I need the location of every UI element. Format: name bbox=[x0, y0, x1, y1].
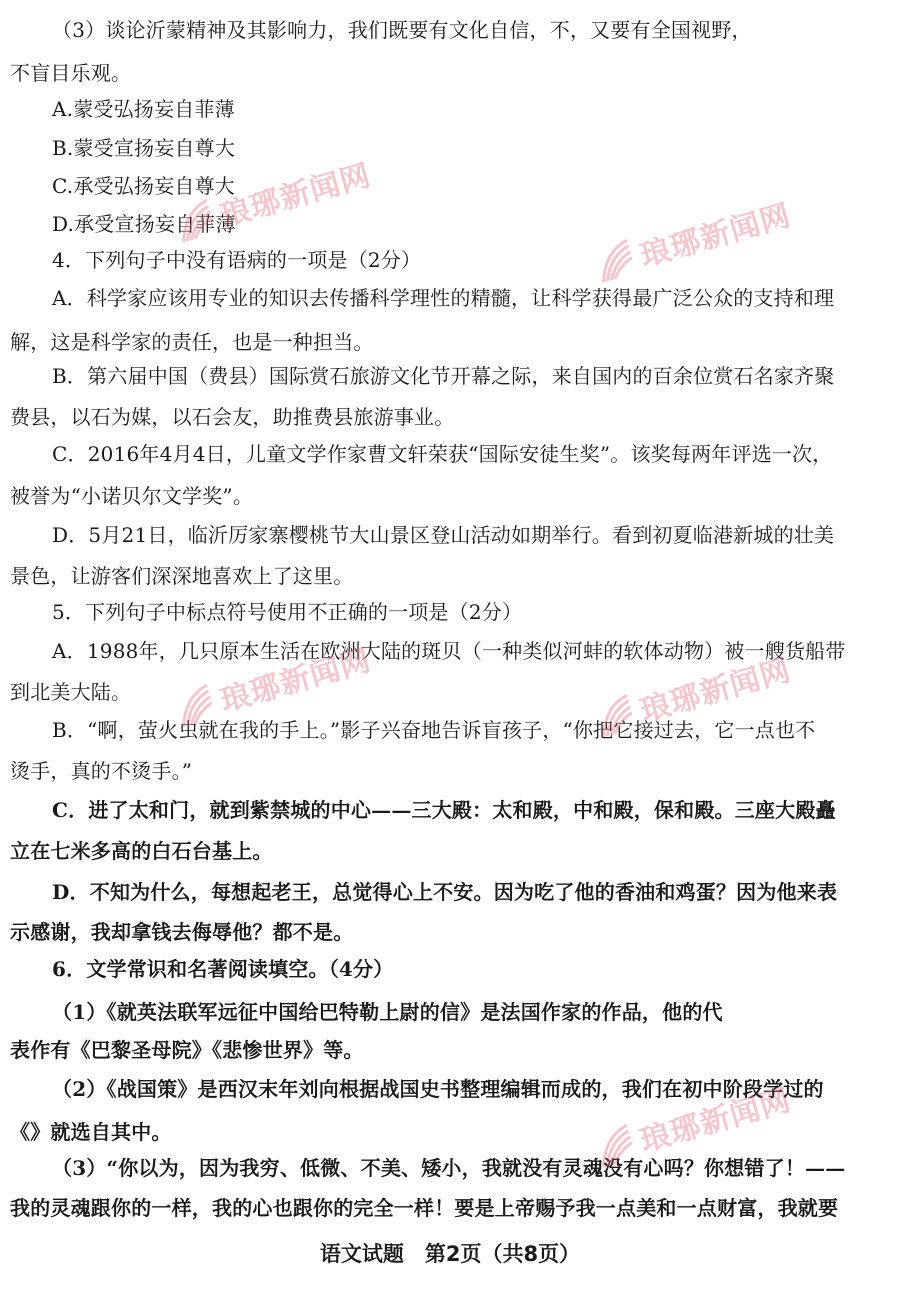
option-word-3: 妄自尊大 bbox=[154, 136, 236, 160]
q5-option-c-line-1: C．进了太和门，就到紫禁城的中心——三大殿：太和殿，中和殿，保和殿。三座大殿矗 bbox=[52, 798, 836, 822]
q3-option-b bbox=[0, 133, 900, 163]
q6-part2-text: 《 bbox=[10, 1120, 31, 1144]
q4-option-a-line-1: A．科学家应该用专业的知识去传播科学理性的精髓，让科学获得最广泛公众的支持和理 bbox=[52, 286, 835, 310]
q4-title: 4．下列句子中没有语病的一项是（2分） bbox=[52, 248, 422, 272]
q5-option-d-line-1: D．不知为什么，每想起老王，总觉得心上不安。因为吃了他的香油和鸡蛋？因为他来表 bbox=[52, 880, 838, 904]
q5-option-a-line-1: A．1988年，几只原本生活在欧洲大陆的斑贝（一种类似河蚌的软体动物）被一艘货船带 bbox=[52, 639, 846, 663]
q5-option-b-line-1: B．“啊，萤火虫就在我的手上。”影子兴奋地告诉盲孩子，“你把它接过去，它一点也不 bbox=[52, 718, 816, 742]
q3-stem-part: 不盲目乐观。 bbox=[10, 61, 132, 85]
q3-stem-line-1 bbox=[0, 13, 900, 45]
q6-title: 6．文学常识和名著阅读填空。（4分） bbox=[52, 957, 394, 981]
q5-option-a-line-2: 到北美大陆。 bbox=[10, 680, 132, 704]
q6-part2-text: 》就选自其中。 bbox=[30, 1120, 172, 1144]
option-word-1: 承受 bbox=[73, 174, 114, 198]
q6-part1-text: （1）《就英法联军远征中国给巴特勒上尉的信》是法国作家 bbox=[52, 1000, 582, 1024]
option-word-2: 宣扬 bbox=[113, 136, 155, 160]
q6-part2-line-1: （2）《战国策》是西汉末年刘向根据战国史书整理编辑而成的，我们在初中阶段学过的 bbox=[52, 1077, 824, 1101]
q3-stem-line-2 bbox=[0, 58, 900, 88]
q4-option-b-line-2: 费县，以石为媒，以石会友，助推费县旅游事业。 bbox=[10, 405, 455, 429]
page-footer: 语文试题 第2页（共8页） bbox=[319, 1242, 581, 1266]
watermark-text: 琅琊新闻网 bbox=[636, 652, 796, 730]
q3-stem-part: （3）谈论沂蒙精神及其影响力，我们既要有文化自信，不 bbox=[52, 18, 570, 42]
q5-option-b-line-2: 烫手，真的不烫手。” bbox=[10, 759, 193, 783]
watermark-text: 琅琊新闻网 bbox=[636, 1082, 796, 1160]
option-word-3: 妄自菲薄 bbox=[154, 212, 236, 236]
option-word-2: 弘扬 bbox=[113, 174, 155, 198]
q6-part1-line-2: 表作有《巴黎圣母院》《悲惨世界》等。 bbox=[10, 1038, 364, 1062]
option-word-2: 宣扬 bbox=[114, 212, 155, 236]
option-word-1: 蒙受 bbox=[73, 136, 114, 160]
option-letter: B. bbox=[52, 136, 74, 160]
watermark-text: 琅琊新闻网 bbox=[216, 642, 376, 720]
q6-part1-line-1 bbox=[0, 995, 900, 1027]
option-letter: D. bbox=[52, 212, 75, 236]
q4-option-d-line-2: 景色，让游客们深深地喜欢上了这里。 bbox=[10, 564, 354, 588]
watermark-text: 琅琊新闻网 bbox=[216, 157, 376, 235]
q5-option-c-line-2: 立在七米多高的白石台基上。 bbox=[10, 839, 273, 863]
q3-stem-part: ，又要有全国视野， bbox=[569, 18, 752, 42]
q6-part3-line-2: 我的灵魂跟你的一样，我的心也跟你的完全一样！要是上帝赐予我一点美和一点财富，我就要 bbox=[10, 1196, 839, 1220]
q5-option-d-line-2: 示感谢，我却拿钱去侮辱他？都不是。 bbox=[10, 920, 354, 944]
q6-part1-text: 的作品，他的代 bbox=[581, 1000, 723, 1024]
watermark-logo-icon bbox=[169, 195, 221, 247]
q4-option-a-line-2: 解，这是科学家的责任，也是一种担当。 bbox=[10, 330, 374, 354]
option-letter: A. bbox=[52, 97, 74, 121]
option-word-3: 妄自尊大 bbox=[154, 174, 235, 198]
option-word-3: 妄自菲薄 bbox=[154, 97, 235, 121]
q3-option-a bbox=[0, 94, 900, 124]
q6-part3-line-1: （3）“你以为，因为我穷、低微、不美、矮小，我就没有灵魂没有心吗？你想错了！—— bbox=[52, 1156, 846, 1180]
watermark-logo-icon bbox=[589, 235, 641, 287]
q4-option-c-line-2: 被誉为“小诺贝尔文学奖”。 bbox=[10, 484, 254, 508]
option-word-1: 蒙受 bbox=[73, 97, 114, 121]
q5-title: 5．下列句子中标点符号使用不正确的一项是（2分） bbox=[52, 600, 523, 624]
option-word-1: 承受 bbox=[74, 212, 115, 236]
option-letter: C. bbox=[52, 174, 74, 198]
q4-option-d-line-1: D．5月21日，临沂厉家寨樱桃节大山景区登山活动如期举行。看到初夏临港新城的壮美 bbox=[52, 523, 835, 547]
q4-option-c-line-1: C．2016年4月4日，儿童文学作家曹文轩荣获“国际安徒生奖”。该奖每两年评选一次， bbox=[52, 442, 833, 466]
option-word-2: 弘扬 bbox=[113, 97, 155, 121]
q4-option-b-line-1: B．第六届中国（费县）国际赏石旅游文化节开幕之际，来自国内的百余位赏石名家齐聚 bbox=[52, 364, 835, 388]
watermark-text: 琅琊新闻网 bbox=[636, 197, 796, 275]
